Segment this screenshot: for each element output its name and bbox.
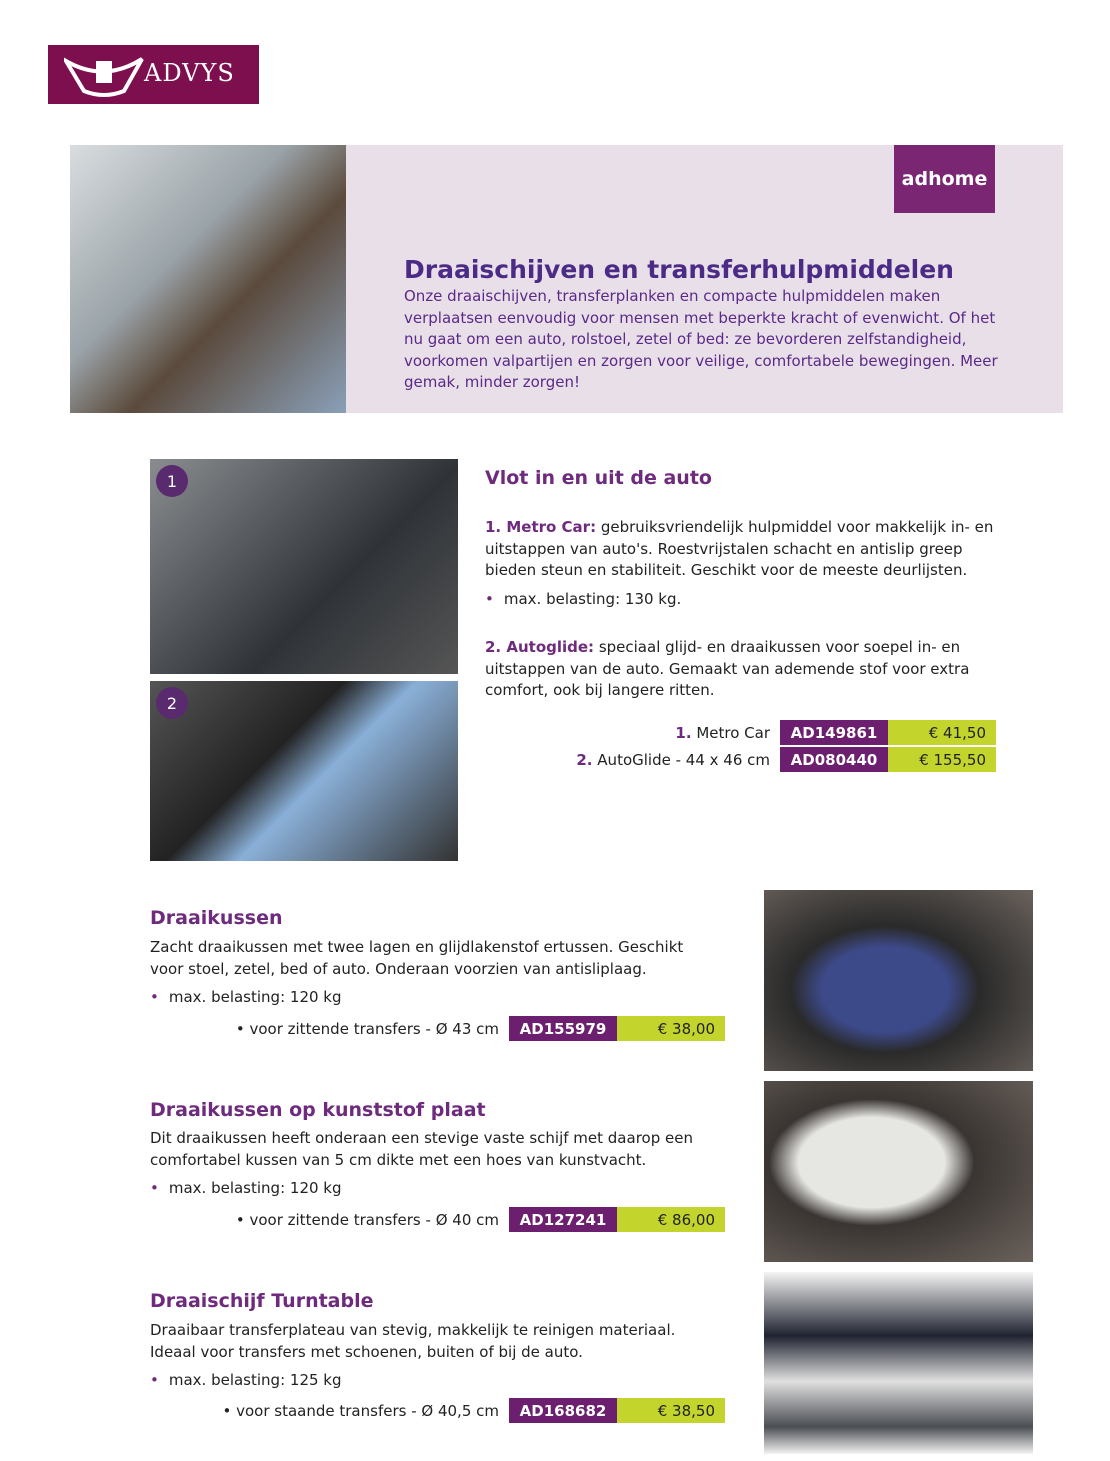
metro-car-name: 1. Metro Car: bbox=[485, 518, 597, 536]
price-row bbox=[236, 1207, 725, 1232]
row-num: 1. bbox=[675, 723, 692, 742]
price-row bbox=[675, 720, 996, 745]
product-price: € 155,50 bbox=[888, 747, 996, 772]
logo-emblem-icon bbox=[64, 53, 144, 97]
metro-car-text: gebruiksvriendelijk hulpmiddel voor makkelijk in- en uitstappen van auto's. Roestvrijstalen schacht en antislip greep bieden steun en stabiliteit. Geschikt voor de meeste deurlijsten. bbox=[485, 518, 994, 579]
product-title: Draaikussen op kunststof plaat bbox=[150, 1099, 486, 1121]
price-row bbox=[236, 1016, 725, 1041]
row-label: AutoGlide - 44 x 46 cm bbox=[597, 750, 770, 769]
bullet-text: max. belasting: 120 kg bbox=[168, 1179, 342, 1197]
product-desc: Zacht draaikussen met twee lagen en glijdlakenstof ertussen. Geschikt voor stoel, zetel, bed of auto. Onderaan voorzien van antisliplaag. bbox=[150, 938, 684, 978]
product-price: € 41,50 bbox=[888, 720, 996, 745]
advys-logo bbox=[48, 45, 259, 104]
row-label: • voor zittende transfers - Ø 40 cm bbox=[235, 1210, 499, 1229]
product-desc: Dit draaikussen heeft onderaan een stevige vaste schijf met daarop een comfortabel kussen van 5 cm dikte met een hoes van kunstvacht. bbox=[150, 1129, 693, 1169]
adhome-logo: adhome bbox=[894, 145, 995, 213]
price-row bbox=[576, 747, 996, 772]
price-row bbox=[223, 1398, 726, 1423]
product-code: AD155979 bbox=[509, 1016, 617, 1041]
metro-car-photo bbox=[150, 459, 458, 674]
product-code: AD080440 bbox=[780, 747, 888, 772]
row-label: Metro Car bbox=[696, 723, 770, 742]
metro-car-desc bbox=[485, 517, 995, 582]
row-label: • voor zittende transfers - Ø 43 cm bbox=[235, 1019, 499, 1038]
bullet-dot: • bbox=[150, 1371, 159, 1389]
badge-2: 2 bbox=[156, 687, 188, 719]
row-label: • voor staande transfers - Ø 40,5 cm bbox=[222, 1401, 499, 1420]
product-price: € 38,50 bbox=[617, 1398, 725, 1423]
logo-text: ADVYS bbox=[144, 59, 235, 87]
product-code: AD149861 bbox=[780, 720, 888, 745]
badge-1: 1 bbox=[156, 465, 188, 497]
bullet-text: max. belasting: 130 kg. bbox=[503, 590, 682, 608]
autoglide-text: speciaal glijd- en draaikussen voor soepel in- en uitstappen van de auto. Gemaakt van ademende stof voor extra comfort, ook bij langere ritten. bbox=[485, 638, 970, 699]
product-bullet bbox=[150, 988, 342, 1006]
metro-car-bullet bbox=[485, 590, 681, 608]
product-bullet bbox=[150, 1179, 342, 1197]
bullet-dot: • bbox=[150, 988, 159, 1006]
turntable-photo bbox=[764, 1272, 1033, 1454]
autoglide-photo bbox=[150, 681, 458, 861]
bullet-dot: • bbox=[485, 590, 494, 608]
bullet-text: max. belasting: 125 kg bbox=[168, 1371, 342, 1389]
intro-text: Onze draaischijven, transferplanken en compacte hulpmiddelen maken verplaatsen eenvoudig voor mensen met beperkte kracht of evenwicht. Of het nu gaat om een auto, rolstoel, zetel of bed: ze bevorderen zelfstandigheid, voorkomen valpartijen en zorgen voor veilige, comfortabele bewegingen. Meer gemak, minder zorgen! bbox=[404, 287, 998, 391]
autoglide-desc bbox=[485, 637, 975, 702]
section-title-car: Vlot in en uit de auto bbox=[485, 467, 712, 489]
bullet-dot: • bbox=[150, 1179, 159, 1197]
page-title: Draaischijven en transferhulpmiddelen bbox=[404, 255, 954, 284]
product-title: Draaischijf Turntable bbox=[150, 1290, 374, 1312]
product-bullet bbox=[150, 1371, 342, 1389]
hero-photo bbox=[70, 145, 346, 413]
bullet-text: max. belasting: 120 kg bbox=[168, 988, 342, 1006]
autoglide-name: 2. Autoglide: bbox=[485, 638, 595, 656]
draaikussen-photo bbox=[764, 890, 1033, 1071]
row-num: 2. bbox=[576, 750, 593, 769]
product-price: € 38,00 bbox=[617, 1016, 725, 1041]
product-code: AD127241 bbox=[509, 1207, 617, 1232]
product-code: AD168682 bbox=[509, 1398, 617, 1423]
product-price: € 86,00 bbox=[617, 1207, 725, 1232]
product-title: Draaikussen bbox=[150, 907, 283, 929]
product-desc: Draaibaar transferplateau van stevig, makkelijk te reinigen materiaal. Ideaal voor transfers met schoenen, buiten of bij de auto. bbox=[150, 1321, 676, 1361]
kunststof-plaat-photo bbox=[764, 1081, 1033, 1262]
